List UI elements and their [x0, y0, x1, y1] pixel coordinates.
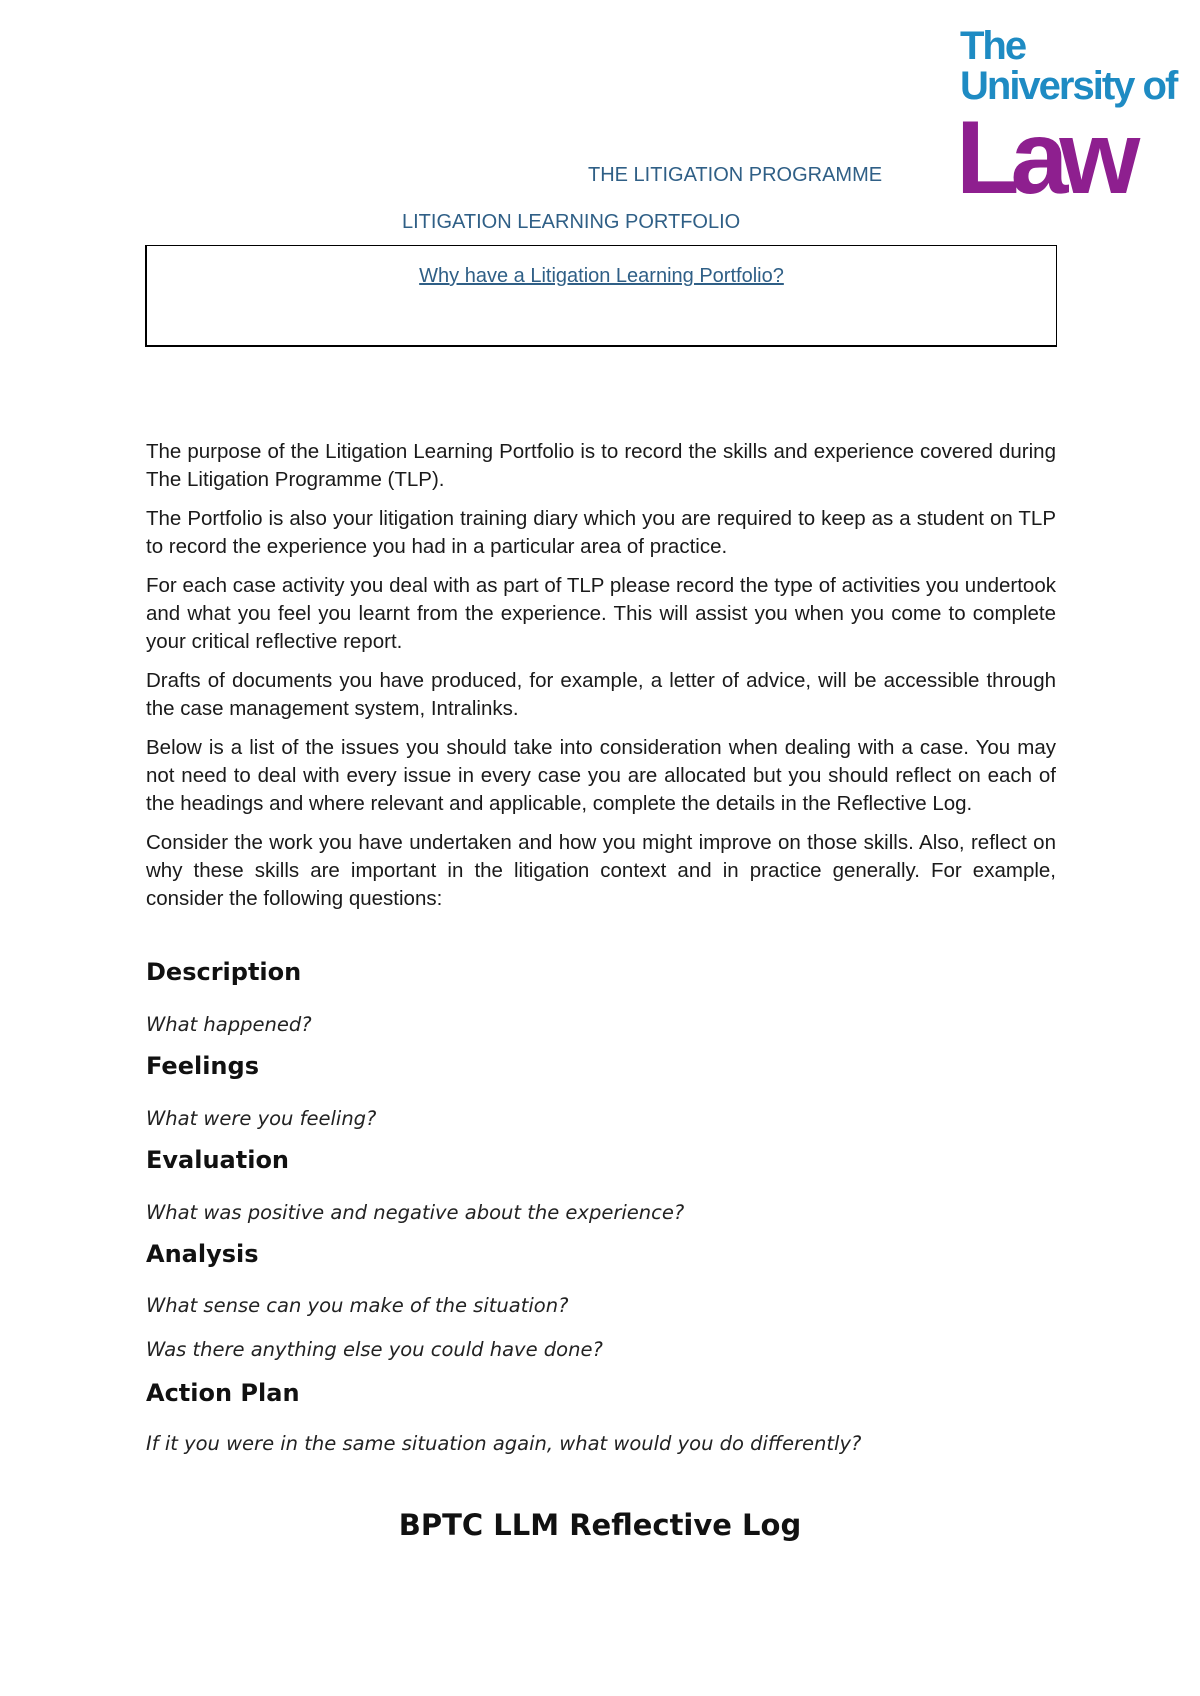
programme-title: THE LITIGATION PROGRAMME: [588, 164, 883, 186]
why-portfolio-link[interactable]: Why have a Litigation Learning Portfolio?: [419, 265, 784, 287]
heading-analysis: Analysis: [146, 1240, 259, 1268]
question-action-plan: If it you were in the same situation again, what would you do differently?: [146, 1432, 862, 1455]
body-text: [146, 438, 1056, 924]
portfolio-title: LITIGATION LEARNING PORTFOLIO: [402, 211, 741, 233]
paragraph-activities: For each case activity you deal with as part of TLP please record the type of activities you undertook and what you feel you learnt from the experience. This will assist you when you come to complete your critical reflective report.: [146, 574, 1056, 653]
paragraph-issues: Below is a list of the issues you should take into consideration when dealing with a case. You may not need to deal with every issue in every case you are allocated but you should reflect on each of the headings and where relevant and applicable, complete the details in the Reflective Log.: [146, 736, 1056, 815]
intro-box: [145, 245, 1057, 347]
heading-action-plan: Action Plan: [146, 1379, 300, 1407]
heading-evaluation: Evaluation: [146, 1146, 290, 1174]
paragraph-diary: The Portfolio is also your litigation training diary which you are required to keep as a student on TLP to record the experience you had in a particular area of practice.: [146, 507, 1056, 558]
heading-description: Description: [146, 958, 302, 986]
logo-line-law: Law: [956, 100, 1132, 216]
paragraph-purpose: The purpose of the Litigation Learning Portfolio is to record the skills and experience covered during The Litigation Programme (TLP).: [146, 440, 1056, 491]
question-analysis-else: Was there anything else you could have done?: [146, 1338, 603, 1361]
logo-line-university: University of: [960, 64, 1177, 108]
question-feelings: What were you feeling?: [146, 1107, 377, 1130]
heading-feelings: Feelings: [146, 1052, 259, 1080]
question-evaluation: What was positive and negative about the experience?: [146, 1201, 685, 1224]
paragraph-consider: Consider the work you have undertaken and how you might improve on those skills. Also, reflect on why these skills are important in the litigation context and in practice generally. For example, consider the following questions:: [146, 831, 1056, 910]
logo-line-the: The: [960, 24, 1026, 68]
question-description: What happened?: [146, 1013, 312, 1036]
reflective-log-title: BPTC LLM Reflective Log: [398, 1508, 802, 1542]
university-of-law-logo: [956, 24, 1177, 216]
paragraph-drafts: Drafts of documents you have produced, for example, a letter of advice, will be accessible through the case management system, Intralinks.: [146, 669, 1056, 720]
question-analysis-sense: What sense can you make of the situation?: [146, 1294, 569, 1317]
